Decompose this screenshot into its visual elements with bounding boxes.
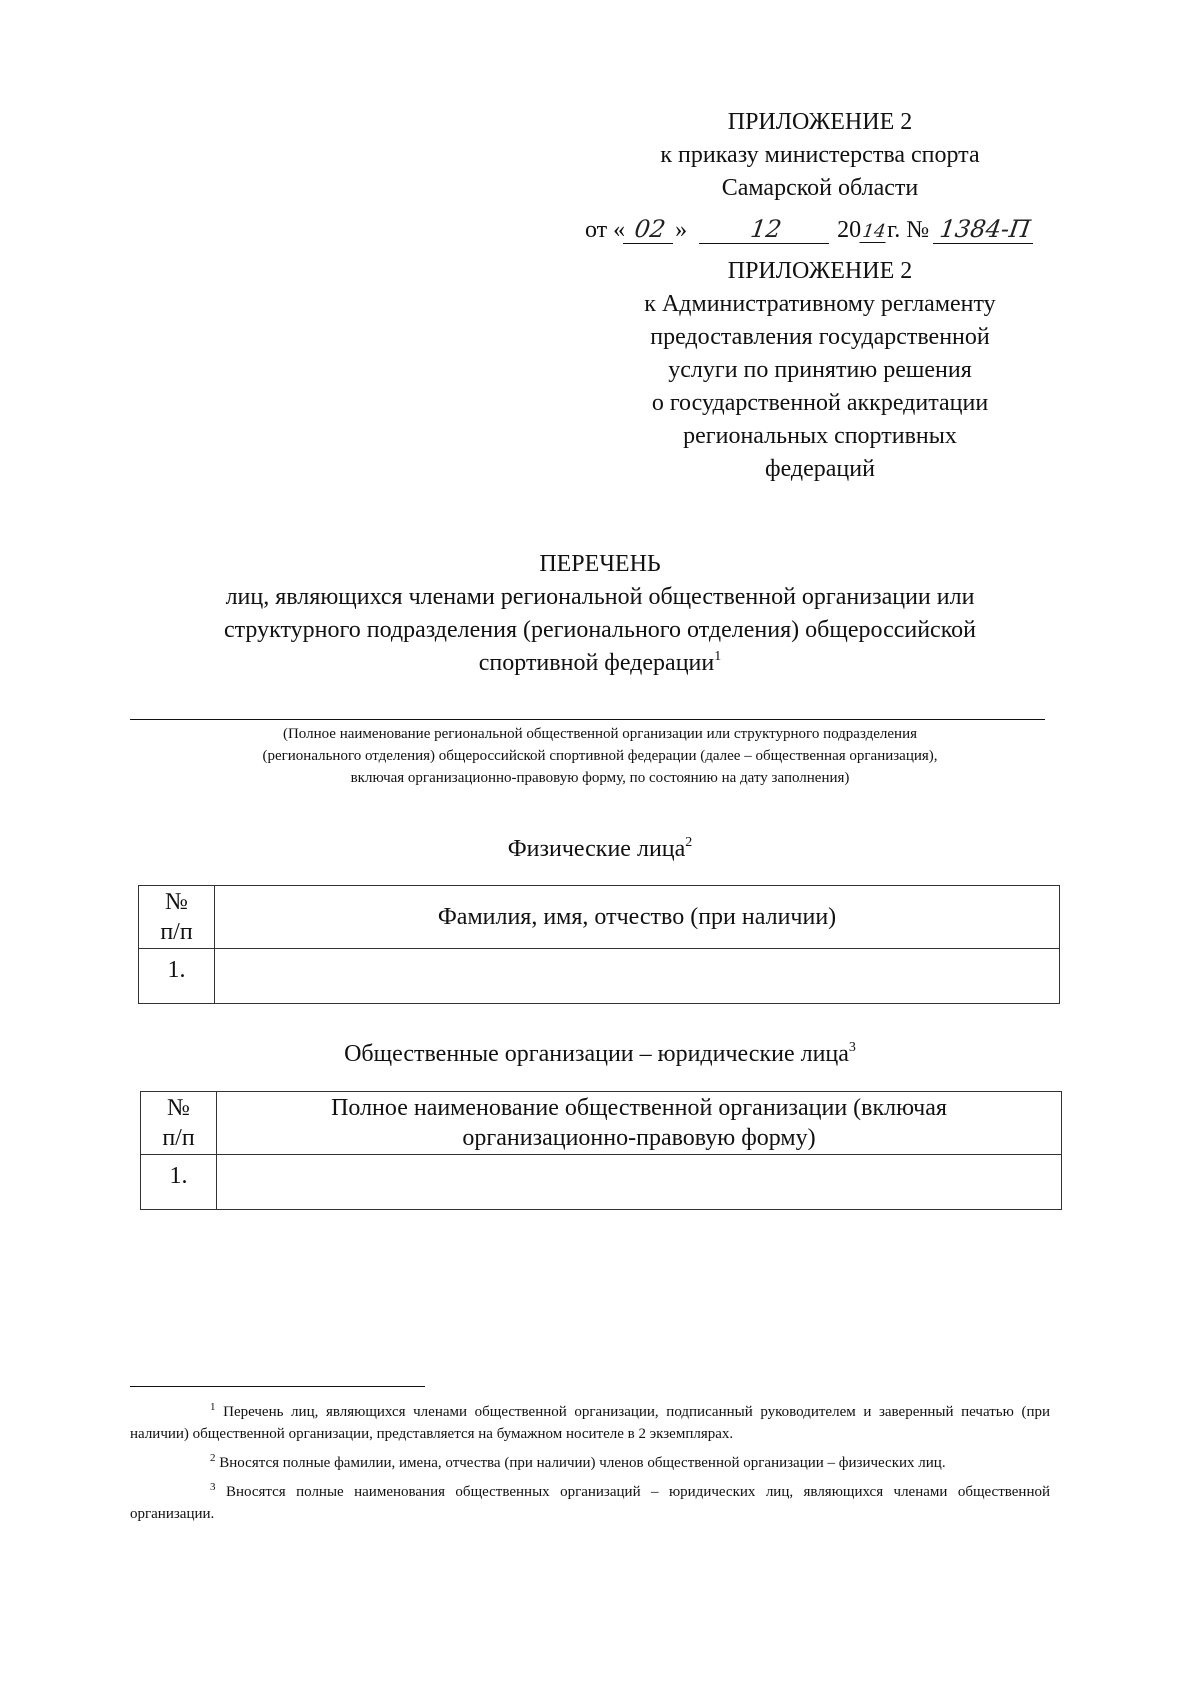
footnote-number: 1 bbox=[210, 1401, 216, 1413]
header-text: № bbox=[165, 889, 188, 915]
table-row bbox=[141, 1155, 1062, 1210]
org-name-cell[interactable] bbox=[217, 1155, 1062, 1210]
handwritten-day: 02 bbox=[623, 215, 677, 244]
appendix-line: федераций bbox=[765, 456, 875, 482]
appendix-line: Самарской области bbox=[721, 175, 919, 201]
table-header-row bbox=[139, 886, 1060, 949]
column-header-fullname: Фамилия, имя, отчество (при наличии) bbox=[215, 886, 1060, 949]
section-title-legal-entities bbox=[100, 1041, 1100, 1068]
appendix-header-2 bbox=[560, 255, 1080, 486]
appendix-line: предоставления государственной bbox=[650, 324, 990, 350]
header-text: п/п bbox=[162, 1125, 195, 1151]
footnote-item bbox=[130, 1447, 1050, 1474]
row-number: 1. bbox=[141, 1155, 217, 1210]
column-header-number bbox=[139, 886, 215, 949]
individuals-table bbox=[138, 885, 1060, 1004]
document-heading bbox=[100, 548, 1100, 680]
footnote-item bbox=[130, 1476, 1050, 1525]
footnotes bbox=[130, 1396, 1050, 1527]
table-row bbox=[139, 949, 1060, 1004]
org-name-fill-line bbox=[130, 719, 1045, 720]
order-date-line bbox=[585, 215, 1035, 244]
heading-line: лиц, являющихся членами региональной общественной организации или bbox=[225, 584, 975, 610]
footnote-ref: 1 bbox=[714, 649, 722, 664]
heading-line-text: спортивной федерации bbox=[478, 650, 715, 676]
row-number: 1. bbox=[139, 949, 215, 1004]
caption-line: (Полное наименование региональной общественной организации или структурного подразделения bbox=[282, 726, 918, 742]
header-text: организационно-правовую форму) bbox=[462, 1125, 816, 1151]
date-mid: » bbox=[675, 217, 688, 243]
footnote-number: 2 bbox=[210, 1452, 216, 1464]
appendix-title: ПРИЛОЖЕНИЕ 2 bbox=[727, 109, 913, 135]
footnote-text: Вносятся полные наименования общественных организаций – юридических лиц, являющихся членами общественной организации. bbox=[130, 1484, 1051, 1522]
date-prefix: от « bbox=[585, 217, 626, 243]
footnote-text: Вносятся полные фамилии, имена, отчества (при наличии) членов общественной организации – физических лиц. bbox=[219, 1455, 946, 1471]
column-header-number bbox=[141, 1092, 217, 1155]
footnote-number: 3 bbox=[210, 1481, 216, 1493]
footnote-separator bbox=[130, 1386, 425, 1387]
column-header-org-name bbox=[217, 1092, 1062, 1155]
appendix-line: к приказу министерства спорта bbox=[660, 142, 980, 168]
table-header-row bbox=[141, 1092, 1062, 1155]
footnote-item bbox=[130, 1396, 1050, 1445]
header-text: № bbox=[167, 1095, 190, 1121]
heading-title: ПЕРЕЧЕНЬ bbox=[539, 551, 661, 577]
appendix-line: о государственной аккредитации bbox=[651, 390, 989, 416]
footnote-ref: 2 bbox=[685, 835, 693, 850]
appendix-header-1 bbox=[560, 106, 1080, 205]
heading-line: структурного подразделения (регионального отделения) общероссийской bbox=[224, 617, 976, 643]
year-prefix: 20 bbox=[837, 217, 862, 243]
org-name-caption bbox=[120, 723, 1080, 789]
fullname-cell[interactable] bbox=[215, 949, 1060, 1004]
number-prefix: г. № bbox=[887, 217, 930, 243]
handwritten-month: 12 bbox=[699, 215, 833, 244]
header-text: Полное наименование общественной организации (включая bbox=[331, 1095, 947, 1121]
heading-line bbox=[100, 647, 1100, 680]
section-title-text: Физические лица bbox=[507, 836, 686, 862]
appendix-line: услуги по принятию решения bbox=[668, 357, 972, 383]
footnote-text: Перечень лиц, являющихся членами общественной организации, подписанный руководителем и заверенный печатью (при наличии) общественной организации, представляется на бумажном носителе в 2 экземплярах. bbox=[130, 1404, 1050, 1442]
caption-line: (регионального отделения) общероссийской спортивной федерации (далее – общественная организация), bbox=[262, 748, 938, 764]
legal-entities-table bbox=[140, 1091, 1062, 1210]
handwritten-order-number: 1384-П bbox=[933, 215, 1037, 244]
section-title-text: Общественные организации – юридические лица bbox=[344, 1041, 849, 1067]
section-title-individuals bbox=[100, 836, 1100, 863]
appendix-line: региональных спортивных bbox=[683, 423, 957, 449]
footnote-ref: 3 bbox=[848, 1040, 856, 1055]
header-text: п/п bbox=[160, 919, 193, 945]
handwritten-year: 14 bbox=[861, 221, 888, 242]
appendix-title: ПРИЛОЖЕНИЕ 2 bbox=[727, 258, 913, 284]
appendix-line: к Административному регламенту bbox=[644, 291, 996, 317]
caption-line: включая организационно-правовую форму, по состоянию на дату заполнения) bbox=[350, 770, 850, 786]
